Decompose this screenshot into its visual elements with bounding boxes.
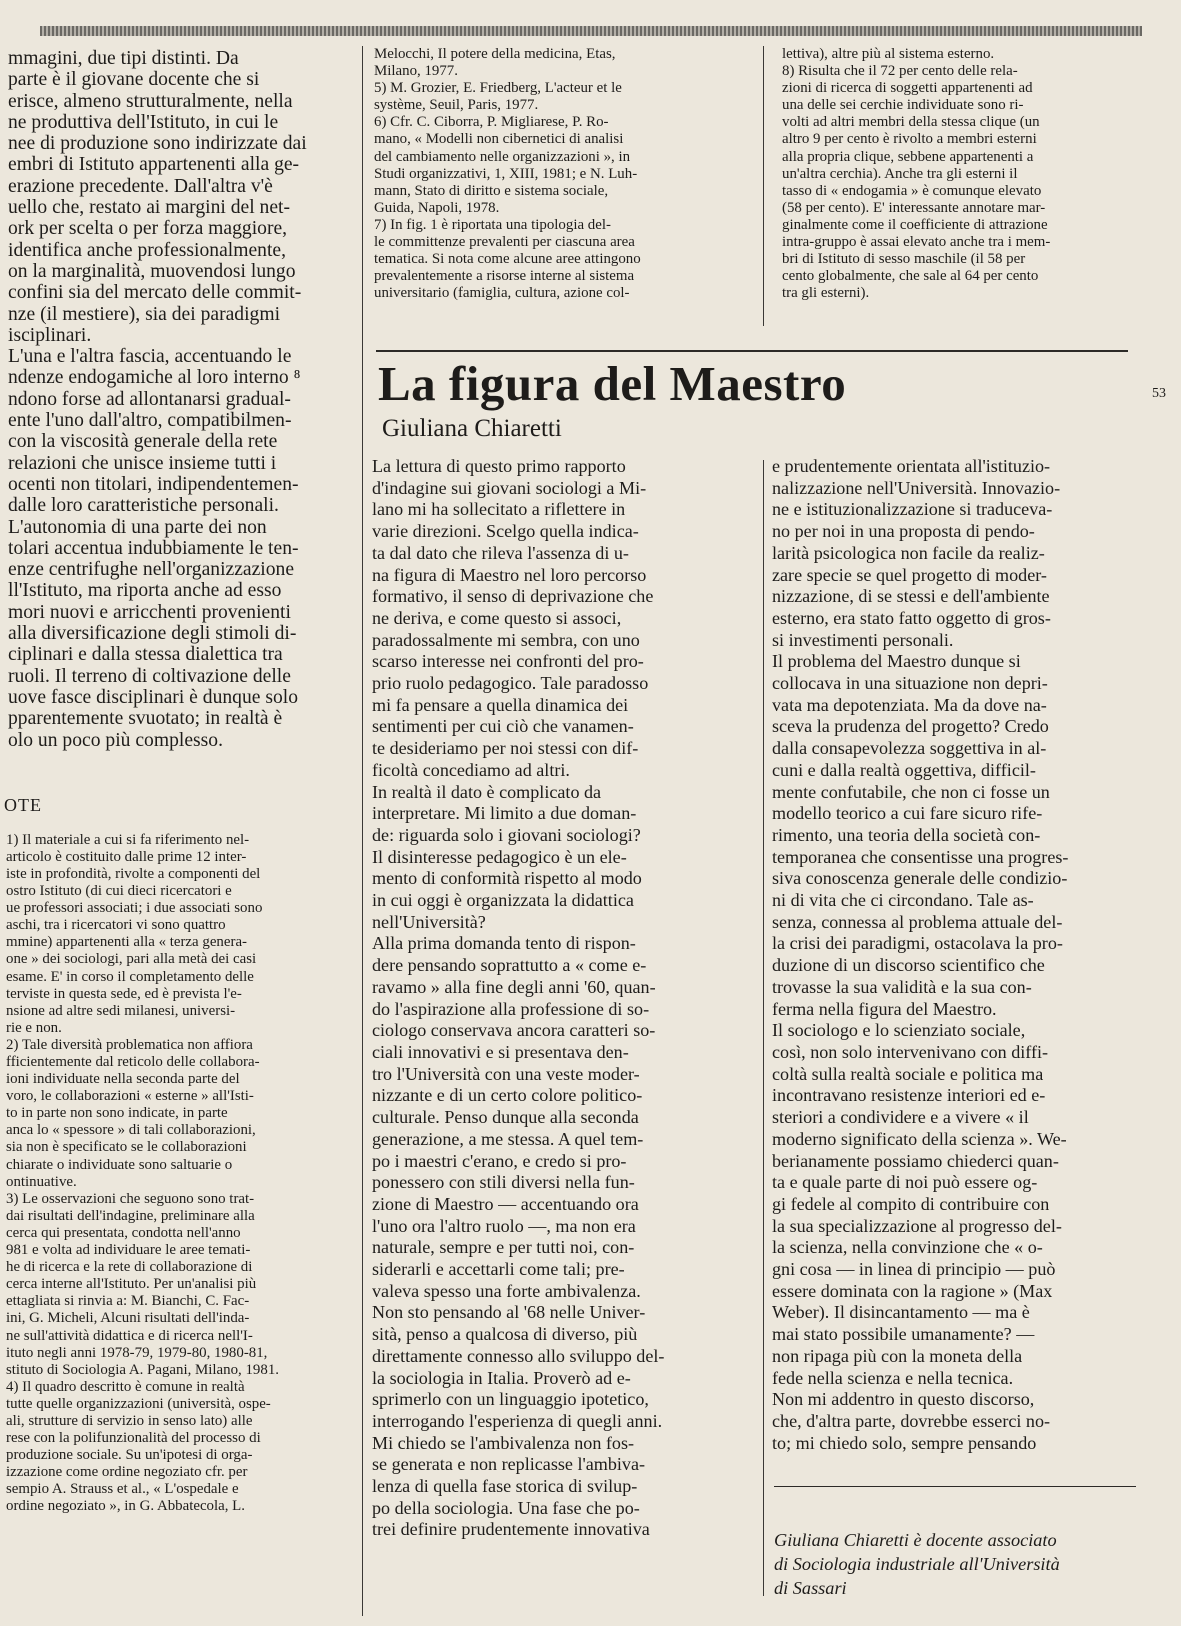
notes-heading: OTE (4, 794, 42, 815)
article-text-1: La lettura di questo primo rapporto d'indagine sui giovani sociologi a Mi- lano mi ha sollecitato a riflettere in varie direzioni. Scelgo quella indica- ta dal dato che rileva l'assenza di u- na figura di Maestro nel loro percorso formativo, il senso di deprivazione che ne deriva, e come questo si associ, paradossalmente mi sembra, con uno scarso interesse nei confronti del pro- prio ruolo pedagogico. Tale paradosso mi fa pensare a quella dinamica dei sentimenti per cui ciò che vanamen- te desideriamo per noi stessi con dif- ficoltà concediamo ad altri. In realtà il dato è complicato da interpretare. Mi limito a due doman- de: riguarda solo i giovani sociologi? Il disinteresse pedagogico è un ele- mento di conformità rispetto al modo in cui oggi è organizzata la didattica nell'Università? Alla prima domanda tento di rispon- dere pensando soprattutto a « come e- ravamo » alla fine degli anni '60, quan- do l'aspirazione alla professione di so- ciologo conservava ancora caratteri so- ciali innovativi e si presentava den- tro l'Università con una veste moder- nizzante e di un certo colore politico- culturale. Penso dunque alla seconda generazione, a me stessa. A quel tem- po i maestri c'erano, e credo si pro- ponessero con stili diversi nella fun- zione di Maestro — accentuando ora l'uno ora l'altro ruolo —, ma non era naturale, sempre e per tutti noi, con- siderarli e accettarli come tali; pre- valeva spesso una forte ambivalenza. Non sto pensando al '68 nelle Univer- sità, penso a qualcosa di diverso, più direttamente connesso allo sviluppo del- la sociologia in Italia. Proverò ad e- sprimerlo con un linguaggio ipotetico, interrogando l'esperienza di quegli anni. Mi chiedo se l'ambivalenza non fos- se generata e non replicasse l'ambiva- lenza di quella fase storica di svilup- po della sociologia. Una fase che po- trei definire prudentemente innovativa (372, 456, 665, 1540)
bio-rule (774, 1486, 1136, 1487)
column-divider-left (362, 46, 363, 1616)
top-notes-column-2 (782, 46, 1132, 321)
left-column-body: mmagini, due tipi distinti. Da parte è il giovane docente che si erisce, almeno strutturalmente, nella ne produttiva dell'Istituto, in cui le nee di produzione sono indirizzate dai embri di Istituto appartenenti alla ge- erazione precedente. Dall'altra v'è uello che, restato ai margini del net- ork per scelta o per forza maggiore, identifica anche professionalmente, on la marginalità, muovendosi lungo confini sia del mercato delle commit- nze (il mestiere), sia dei paradigmi isciplinari. L'una e l'altra fascia, accentuando le ndenze endogamiche al loro interno ⁸ ndono forse ad allontanarsi gradual- ente l'uno dall'altro, compatibilmen- con la viscosità generale della rete relazioni che unisce insieme tutti i ocenti non titolari, indipendentemen- dalle loro caratteristiche personali. L'autonomia di una parte dei non tolari accentua indubbiamente le ten- enze centrifughe nell'organizzazione ll'Istituto, ma riporta anche ad esso mori nuovi e arricchenti provenienti alla diversificazione degli stimoli di- ciplinari e dalla stessa dialettica tra ruoli. Il terreno di coltivazione delle uove fasce disciplinari è dunque solo pparentemente svuotato; in realtà è olo un poco più complesso. (8, 48, 307, 751)
top-notes-column-1 (374, 46, 744, 321)
title-rule (376, 350, 1128, 352)
left-column (0, 48, 360, 1618)
article-author: Giuliana Chiaretti (382, 415, 562, 442)
left-column-notes: 1) Il materiale a cui si fa riferimento nel- articolo è costituito dalle prime 12 inter- iste in profondità, rivolte a componenti del ostro Istituto (di cui dieci ricercatori e ue professori associati; i due associati sono aschi, tra i ricercatori vi sono quattro mmine) appartenenti alla « terza genera- one » dei sociologi, pari alla metà dei casi esame. E' in corso il completamento delle terviste in questa sede, ed è prevista l'e- nsione ad altre sedi milanesi, universi- rie e non. 2) Tale diversità problematica non affiora fficientemente dal reticolo delle collabora- ioni individuate nella seconda parte del voro, le collaborazioni « esterne » all'Isti- to in parte non sono indicate, in parte anca lo « spessore » di tali collaborazioni, sia non è specificato se le collaborazioni chiarate o individuate sono saltuarie o ontinuative. 3) Le osservazioni che seguono sono trat- dai risultati dell'indagine, preliminare alla cerca qui presentata, condotta nell'anno 981 e volta ad individuare le aree temati- he di ricerca e la rete di collaborazione di cerca interne all'Istituto. Per un'analisi più ettagliata si rinvia a: M. Bianchi, C. Fac- ini, G. Micheli, Alcuni risultati dell'inda- ne sull'attività didattica e di ricerca nell'I- ituto negli anni 1978-79, 1979-80, 1980-81, stituto di Sociologia A. Pagani, Milano, 1981. 4) Il quadro descritto è comune in realtà tutte quelle organizzazioni (università, ospe- ali, strutture di servizio in senso lato) alle rese con la polifunzionalità del processo di produzione sociale. Su un'ipotesi di orga- izzazione come ordine negoziato cfr. per sempio A. Strauss et al., « L'ospedale e ordine negoziato », in G. Abbatecola, L. (6, 831, 279, 1515)
top-border-rule (40, 26, 1142, 36)
column-divider-article (763, 460, 764, 1596)
page-number: 53 (1152, 386, 1166, 401)
article-title: La figura del Maestro (378, 356, 847, 411)
article-column-1 (372, 456, 742, 1596)
article-column-2 (772, 456, 1137, 1466)
author-bio: Giuliana Chiaretti è docente associato di Sociologia industriale all'Università di Sassari (774, 1530, 1060, 1598)
column-divider-top (763, 46, 764, 326)
top-notes-text-2: lettiva), altre più al sistema esterno. 8) Risulta che il 72 per cento delle rela- zioni di ricerca di soggetti appartenenti ad una delle sei cerchie individuate sono ri- volti ad altri membri della stessa clique (un altro 9 per cento è rivolto a membri esterni alla propria clique, sebbene appartenenti a un'altra cerchia). Anche tra gli esterni il tasso di « endogamia » è comunque elevato (58 per cento). E' interessante annotare mar- ginalmente come il coefficiente di attrazione intra-gruppo è assai elevato anche tra i mem- bri di Istituto di sesso maschile (il 58 per cento globalmente, che sale al 64 per cento tra gli esterni). (782, 46, 1051, 302)
top-notes-text-1: Melocchi, Il potere della medicina, Etas, Milano, 1977. 5) M. Grozier, E. Friedberg, L'acteur et le système, Seuil, Paris, 1977. 6) Cfr. C. Ciborra, P. Migliarese, P. Ro- mano, « Modelli non cibernetici di analisi del cambiamento nelle organizzazioni », in Studi organizzativi, 1, XIII, 1981; e N. Luh- mann, Stato di diritto e sistema sociale, Guida, Napoli, 1978. 7) In fig. 1 è riportata una tipologia del- le committenze prevalenti per ciascuna area tematica. Si nota come alcune aree attingono prevalentemente a risorse interne al sistema universitario (famiglia, cultura, azione col- (374, 46, 641, 302)
article-text-2: e prudentemente orientata all'istituzio- nalizzazione nell'Università. Innovazio- ne e istituzionalizzazione si traduceva- no per noi in una proposta di pendo- larità psicologica non facile da realiz- zare specie se quel progetto di moder- nizzazione, di se stessi e dell'ambiente esterno, era stato fatto oggetto di gros- si investimenti personali. Il problema del Maestro dunque si collocava in una situazione non depri- vata ma depotenziata. Ma da dove na- sceva la prudenza del progetto? Credo dalla consapevolezza soggettiva in al- cuni e dalla realtà oggettiva, difficil- mente confutabile, che non ci fosse un modello teorico a cui fare sicuro rife- rimento, una teoria della società con- temporanea che consentisse una progres- siva conoscenza generale delle condizio- ni di vita che ci circondano. Tale as- senza, connessa al problema attuale del- la crisi dei paradigmi, ostacolava la pro- duzione di un discorso scientifico che trovasse la sua validità e la sua con- ferma nella figura del Maestro. Il sociologo e lo scienziato sociale, così, non solo intervenivano con diffi- coltà sulla realtà sociale e politica ma incontravano resistenze interiori ed e- steriori a condividere e a vivere « il moderno significato della scienza ». We- berianamente possiamo chiederci quan- ta e quale parte di noi può essere og- gi fedele al compito di contribuire con la sua specializzazione al progresso del- la scienza, nella convinzione che « o- gni cosa — in linea di principio — può essere dominata con la ragione » (Max Weber). Il disincantamento — ma è mai stato possibile umanamente? — non ripaga più con la moneta della fede nella scienza e nella tecnica. Non mi addentro in questo discorso, che, d'altra parte, dovrebbe esserci no- to; mi chiedo solo, sempre pensando (772, 456, 1069, 1453)
